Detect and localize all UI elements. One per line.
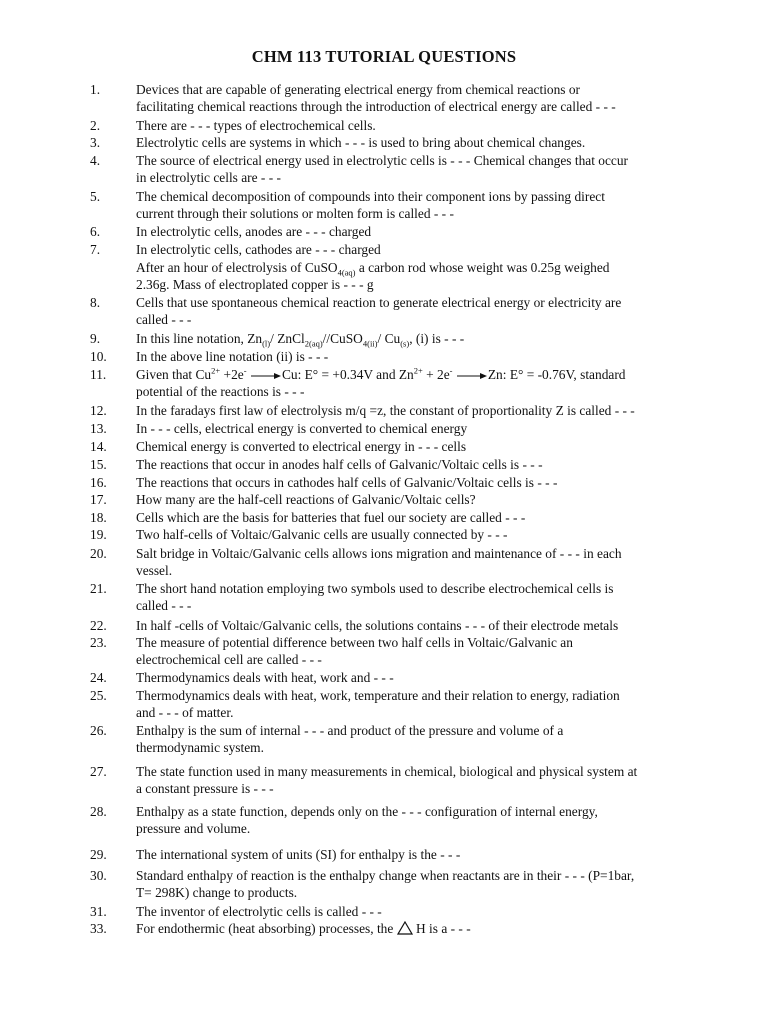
question-number: 2. — [90, 118, 101, 133]
question-text — [136, 81, 708, 116]
question-text — [136, 366, 708, 401]
question-text — [136, 545, 708, 580]
question-text — [136, 134, 708, 151]
question-text-line: Salt bridge in Voltaic/Galvanic cells allows ions migration and maintenance of - - - in each — [136, 546, 622, 561]
question-text-line: In electrolytic cells, cathodes are - - - charged — [136, 242, 381, 257]
question-text-line: In the above line notation (ii) is - - - — [136, 349, 329, 364]
question-number: 19. — [90, 527, 107, 542]
question-text-line: The measure of potential difference between two half cells in Voltaic/Galvanic an — [136, 635, 573, 650]
question-text — [136, 526, 708, 543]
question-number: 26. — [90, 723, 107, 738]
question-text-line: The inventor of electrolytic cells is called - - - — [136, 904, 382, 919]
question-text-line: How many are the half-cell reactions of Galvanic/Voltaic cells? — [136, 492, 476, 507]
question-number: 16. — [90, 475, 107, 490]
question-text-line: current through their solutions or molten form is called - - - — [136, 206, 454, 222]
question-number: 10. — [90, 349, 107, 364]
question-text — [136, 474, 708, 491]
question-text-line: Chemical energy is converted to electrical energy in - - - cells — [136, 439, 467, 454]
question-number: 15. — [90, 457, 107, 472]
question-text-line: For endothermic (heat absorbing) processes, the H is a - - - — [136, 921, 471, 936]
question-text-line: potential of the reactions is - - - — [136, 384, 305, 400]
question-text — [136, 348, 708, 365]
question-text — [136, 803, 708, 838]
question-text-line: Devices that are capable of generating electrical energy from chemical reactions or — [136, 82, 581, 97]
question-text-line: called - - - — [136, 598, 192, 614]
question-text-line: The chemical decomposition of compounds into their component ions by passing direct — [136, 189, 605, 204]
question-number: 17. — [90, 492, 107, 507]
question-text-line: Enthalpy is the sum of internal - - - and product of the pressure and volume of a — [136, 723, 564, 738]
question-text-line: The source of electrical energy used in electrolytic cells is - - - Chemical changes that occur — [136, 153, 629, 168]
question-text — [136, 763, 708, 798]
question-text — [136, 402, 708, 419]
question-text — [136, 438, 708, 455]
question-text-line: thermodynamic system. — [136, 740, 264, 756]
question-text-line: T= 298K) change to products. — [136, 885, 298, 901]
question-text-line: a constant pressure is - - - — [136, 781, 274, 797]
question-text-line: Cells which are the basis for batteries that fuel our society are called - - - — [136, 510, 526, 525]
question-number: 27. — [90, 764, 107, 779]
question-text — [136, 117, 708, 134]
question-number: 3. — [90, 135, 101, 150]
question-text-line: vessel. — [136, 563, 173, 579]
question-number: 1. — [90, 82, 101, 97]
question-number: 20. — [90, 546, 107, 561]
question-text — [136, 330, 708, 347]
question-text — [136, 867, 708, 902]
question-text — [136, 617, 708, 634]
question-number: 6. — [90, 224, 101, 239]
question-text — [136, 294, 708, 329]
question-number: 31. — [90, 904, 107, 919]
question-text-line: In electrolytic cells, anodes are - - - charged — [136, 224, 372, 239]
reaction-arrow-icon — [250, 372, 282, 380]
question-text-line: In the faradays first law of electrolysis m/q =z, the constant of proportionality Z is called - - - — [136, 403, 635, 418]
question-number: 5. — [90, 189, 101, 204]
question-text-line: electrochemical cell are called - - - — [136, 652, 322, 668]
question-text — [136, 152, 708, 187]
reaction-arrow-icon — [456, 372, 488, 380]
question-text-line: Given that $Cu^{2+} +2e^-$ Cu: E° = +0.34V and $Zn^{2+} + 2e^-$ Zn: E° = -0.76V, standard — [136, 365, 626, 382]
question-text-line: 2.36g. Mass of electroplated copper is - - - g — [136, 277, 374, 293]
question-text-line: The reactions that occur in anodes half cells of Galvanic/Voltaic cells is - - - — [136, 457, 543, 472]
question-text — [136, 223, 708, 240]
question-number: 13. — [90, 421, 107, 436]
question-text — [136, 846, 708, 863]
page-title: CHM 113 TUTORIAL QUESTIONS — [251, 47, 517, 66]
question-text — [136, 259, 708, 294]
question-number: 8. — [90, 295, 101, 310]
question-number: 28. — [90, 804, 107, 819]
question-text-line: Standard enthalpy of reaction is the enthalpy change when reactants are in their - - - (P=1bar, — [136, 868, 635, 883]
question-text-line: Electrolytic cells are systems in which - - - is used to bring about chemical changes. — [136, 135, 586, 150]
question-number: 29. — [90, 847, 107, 862]
question-number: 7. — [90, 242, 101, 257]
question-text — [136, 920, 708, 937]
question-number: 33. — [90, 921, 107, 936]
question-text-line: After an hour of electrolysis of CuSO$_{4(aq)}$ a carbon rod whose weight was 0.25g weighed — [136, 260, 610, 278]
question-text — [136, 188, 708, 223]
question-text-line: and - - - of matter. — [136, 705, 234, 721]
question-number: 24. — [90, 670, 107, 685]
question-text-line: Cells that use spontaneous chemical reaction to generate electrical energy or electricity are — [136, 295, 622, 310]
question-text-line: There are - - - types of electrochemical cells. — [136, 118, 376, 133]
question-number: 18. — [90, 510, 107, 525]
question-number: 25. — [90, 688, 107, 703]
question-number: 4. — [90, 153, 101, 168]
question-text-line: The international system of units (SI) for enthalpy is the - - - — [136, 847, 461, 862]
question-text — [136, 580, 708, 615]
question-text-line: In - - - cells, electrical energy is converted to chemical energy — [136, 421, 468, 436]
question-number: 21. — [90, 581, 107, 596]
question-text — [136, 669, 708, 686]
question-text — [136, 722, 708, 757]
question-text-line: The reactions that occurs in cathodes half cells of Galvanic/Voltaic cells is - - - — [136, 475, 558, 490]
question-number: 30. — [90, 868, 107, 883]
question-text-line: facilitating chemical reactions through the introduction of electrical energy are called - - - — [136, 99, 616, 115]
question-text-line: The state function used in many measurements in chemical, biological and physical system at — [136, 764, 638, 779]
question-text-line: called - - - — [136, 312, 192, 328]
question-text-line: Thermodynamics deals with heat, work, temperature and their relation to energy, radiation — [136, 688, 620, 703]
question-text — [136, 687, 708, 722]
question-text — [136, 903, 708, 920]
question-text-line: pressure and volume. — [136, 821, 251, 837]
question-text — [136, 509, 708, 526]
question-text — [136, 634, 708, 669]
question-text — [136, 241, 708, 258]
question-number: 14. — [90, 439, 107, 454]
question-text — [136, 456, 708, 473]
question-number: 23. — [90, 635, 107, 650]
question-text-line: In half -cells of Voltaic/Galvanic cells, the solutions contains - - - of their electrode metals — [136, 618, 619, 633]
question-number: 12. — [90, 403, 107, 418]
question-number: 11. — [90, 367, 107, 382]
question-text-line: In this line notation, $Zn_{(l)}/$ ZnCl$_{2(aq)}$//CuSO$_{4(ii)}$/ $Cu_{(s)}$, (i) is - - - — [136, 331, 465, 349]
question-text-line: Enthalpy as a state function, depends only on the - - - configuration of internal energy, — [136, 804, 598, 819]
question-text-line: The short hand notation employing two symbols used to describe electrochemical cells is — [136, 581, 614, 596]
delta-triangle-icon — [397, 921, 413, 935]
question-text-line: Two half-cells of Voltaic/Galvanic cells are usually connected by - - - — [136, 527, 508, 542]
question-text — [136, 491, 708, 508]
question-text-line: Thermodynamics deals with heat, work and - - - — [136, 670, 394, 685]
question-number: 22. — [90, 618, 107, 633]
question-text-line: in electrolytic cells are - - - — [136, 170, 281, 186]
question-number: 9. — [90, 331, 101, 346]
question-text — [136, 420, 708, 437]
